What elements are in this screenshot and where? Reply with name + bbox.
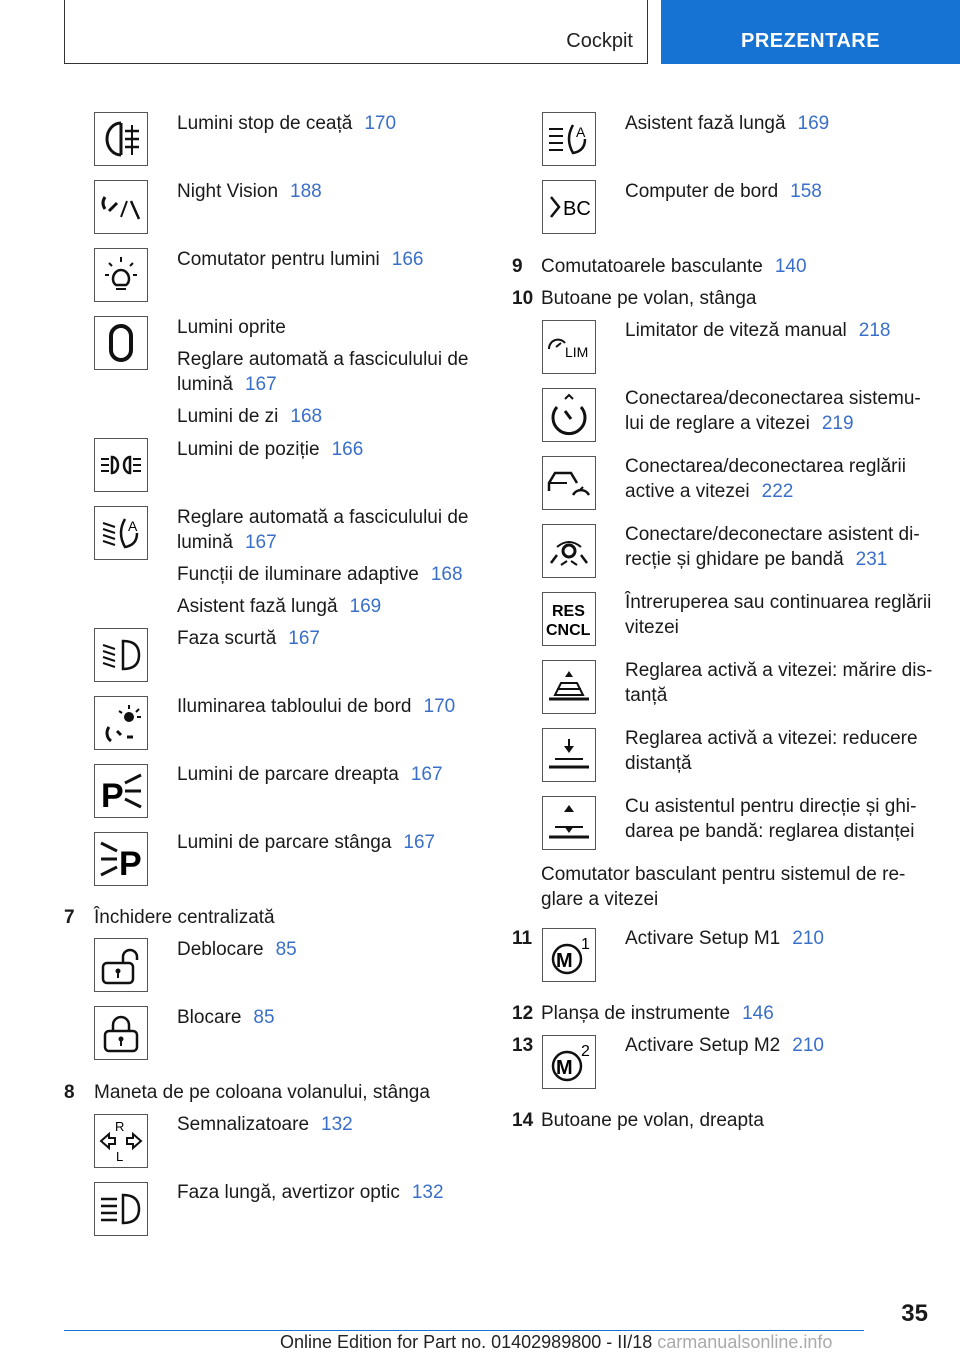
section-number-10: 10 bbox=[512, 288, 534, 309]
page-link[interactable]: 218 bbox=[858, 320, 891, 341]
item-low-beam: Faza scurtă 167 bbox=[177, 628, 320, 649]
header-section: Cockpit bbox=[566, 30, 633, 52]
page-link[interactable]: 166 bbox=[391, 249, 424, 270]
section-title-7: Închidere centralizată bbox=[94, 907, 275, 928]
item-lane-assist-1: Conectare/deconectare asistent di- bbox=[625, 524, 920, 545]
page-link[interactable]: 85 bbox=[275, 939, 297, 960]
page-link[interactable]: 168 bbox=[430, 564, 463, 585]
svg-text:L: L bbox=[116, 1149, 124, 1164]
item-light-switch: Comutator pentru lumini 166 bbox=[177, 249, 424, 270]
page-link[interactable]: 85 bbox=[253, 1007, 275, 1028]
m1-setup-icon bbox=[542, 928, 596, 982]
item-turn-signals: Semnalizatoare 132 bbox=[177, 1114, 353, 1135]
item-distance-setting-1: Cu asistentul pentru direcție și ghi- bbox=[625, 796, 917, 817]
lane-assist-icon bbox=[542, 524, 596, 578]
lights-off-icon bbox=[94, 316, 148, 370]
section-number-9: 9 bbox=[512, 256, 523, 277]
page-link[interactable]: 170 bbox=[364, 113, 397, 134]
svg-text:CNCL: CNCL bbox=[546, 622, 591, 639]
page-link[interactable]: 140 bbox=[774, 256, 807, 277]
item-auto-beam-1: Reglare automată a fasciculului de bbox=[177, 349, 469, 370]
section-title-9: Comutatoarele basculante 140 bbox=[541, 256, 807, 277]
page-number: 35 bbox=[901, 1300, 928, 1327]
item-fog-rear: Lumini stop de ceață 170 bbox=[177, 113, 397, 134]
svg-text:P: P bbox=[101, 777, 124, 815]
page-link[interactable]: 166 bbox=[331, 439, 364, 460]
item-dashboard-lighting: Iluminarea tabloului de bord 170 bbox=[177, 696, 456, 717]
parking-light-right-icon bbox=[94, 764, 148, 818]
rocker-note-1: Comutator basculant pentru sistemul de re- bbox=[541, 864, 906, 885]
item-resume-cancel-2: vitezei bbox=[625, 617, 679, 638]
page-link[interactable]: 170 bbox=[423, 696, 456, 717]
svg-text:A: A bbox=[576, 124, 586, 140]
section-title-14: Butoane pe volan, dreapta bbox=[541, 1110, 764, 1131]
section-title-10: Butoane pe volan, stânga bbox=[541, 288, 757, 309]
position-lights-icon bbox=[94, 438, 148, 492]
header-section-box bbox=[64, 0, 648, 64]
item-high-beam: Faza lungă, avertizor optic 132 bbox=[177, 1182, 444, 1203]
item-cruise-1: Conectarea/deconectarea sistemu- bbox=[625, 388, 921, 409]
page-link[interactable]: 231 bbox=[855, 549, 888, 570]
item-onboard-computer: Computer de bord 158 bbox=[625, 181, 822, 202]
item-unlock: Deblocare 85 bbox=[177, 939, 297, 960]
page-link[interactable]: 169 bbox=[797, 113, 830, 134]
item-distance-increase-1: Reglarea activă a vitezei: mărire dis- bbox=[625, 660, 933, 681]
svg-text:M: M bbox=[556, 1057, 573, 1079]
item-speed-limiter: Limitator de viteză manual 218 bbox=[625, 320, 891, 341]
active-cruise-icon bbox=[542, 456, 596, 510]
item-setup-m1: Activare Setup M1 210 bbox=[625, 928, 824, 949]
item-auto-beam-2: lumină 167 bbox=[177, 374, 277, 395]
page-link[interactable]: 167 bbox=[403, 832, 436, 853]
item-resume-cancel-1: Întreruperea sau continuarea reglării bbox=[625, 592, 932, 613]
page-link[interactable]: 132 bbox=[321, 1114, 353, 1135]
item-distance-increase-2: tanță bbox=[625, 685, 668, 706]
item-active-cruise-2: active a vitezei 222 bbox=[625, 481, 794, 502]
page-link[interactable]: 188 bbox=[290, 181, 322, 202]
distance-decrease-icon bbox=[542, 728, 596, 782]
svg-text:2: 2 bbox=[581, 1043, 590, 1060]
page-link[interactable]: 132 bbox=[411, 1182, 444, 1203]
page-link[interactable]: 222 bbox=[761, 481, 794, 502]
page-link[interactable]: 167 bbox=[244, 532, 277, 553]
item-lock: Blocare 85 bbox=[177, 1007, 275, 1028]
fog-rear-light-icon bbox=[94, 112, 148, 166]
page-link[interactable]: 167 bbox=[288, 628, 320, 649]
night-vision-icon bbox=[94, 180, 148, 234]
section-number-13: 13 bbox=[512, 1035, 534, 1056]
auto-high-beam-icon bbox=[94, 506, 148, 560]
unlock-icon bbox=[94, 938, 148, 992]
svg-text:M: M bbox=[556, 950, 573, 972]
svg-text:R: R bbox=[115, 1119, 125, 1134]
item-auto-beam-b1: Reglare automată a fasciculului de bbox=[177, 507, 469, 528]
section-title-8: Maneta de pe coloana volanului, stânga bbox=[94, 1082, 430, 1103]
item-distance-decrease-1: Reglarea activă a vitezei: reducere bbox=[625, 728, 918, 749]
svg-text:LIM: LIM bbox=[565, 344, 589, 360]
parking-light-left-icon bbox=[94, 832, 148, 886]
page-link[interactable]: 210 bbox=[792, 1035, 824, 1056]
item-distance-setting-2: darea pe bandă: reglarea distanței bbox=[625, 821, 915, 842]
page-link[interactable]: 219 bbox=[821, 413, 854, 434]
item-lane-assist-2: recție și ghidare pe bandă 231 bbox=[625, 549, 888, 570]
page-link[interactable]: 168 bbox=[290, 406, 323, 427]
svg-text:BC: BC bbox=[563, 198, 591, 220]
svg-text:A: A bbox=[128, 518, 138, 534]
section-number-11: 11 bbox=[512, 928, 533, 949]
onboard-computer-icon bbox=[542, 180, 596, 234]
section-number-14: 14 bbox=[512, 1110, 534, 1131]
watermark: carmanualsonline.info bbox=[657, 1332, 833, 1352]
light-switch-icon bbox=[94, 248, 148, 302]
item-high-beam-assist: Asistent fază lungă 169 bbox=[177, 596, 382, 617]
lock-icon bbox=[94, 1006, 148, 1060]
low-beam-icon bbox=[94, 628, 148, 682]
section-title-12: Planșa de instrumente 146 bbox=[541, 1003, 774, 1024]
page-link[interactable]: 167 bbox=[244, 374, 277, 395]
svg-text:P: P bbox=[119, 845, 142, 883]
distance-increase-icon bbox=[542, 660, 596, 714]
cruise-control-icon bbox=[542, 388, 596, 442]
rocker-note-2: glare a vitezei bbox=[541, 889, 659, 910]
footer-edition: Online Edition for Part no. 01402989800 - II/18 carmanualsonline.info bbox=[280, 1332, 833, 1352]
item-cruise-2: lui de reglare a vitezei 219 bbox=[625, 413, 854, 434]
section-number-7: 7 bbox=[64, 907, 75, 928]
item-lights-off: Lumini oprite bbox=[177, 317, 286, 338]
svg-text:1: 1 bbox=[581, 936, 590, 953]
speed-limiter-icon bbox=[542, 320, 596, 374]
item-adaptive-lights: Funcții de iluminare adaptive 168 bbox=[177, 564, 463, 585]
page-link[interactable]: 169 bbox=[349, 596, 382, 617]
item-high-beam-assist-r: Asistent fază lungă 169 bbox=[625, 113, 830, 134]
high-beam-icon bbox=[94, 1182, 148, 1236]
item-night-vision: Night Vision 188 bbox=[177, 181, 322, 202]
m2-setup-icon bbox=[542, 1035, 596, 1089]
section-number-12: 12 bbox=[512, 1003, 534, 1024]
item-position-lights: Lumini de poziție 166 bbox=[177, 439, 364, 460]
item-active-cruise-1: Conectarea/deconectarea reglării bbox=[625, 456, 906, 477]
item-setup-m2: Activare Setup M2 210 bbox=[625, 1035, 824, 1056]
page-link[interactable]: 158 bbox=[790, 181, 822, 202]
page-link[interactable]: 167 bbox=[410, 764, 443, 785]
turn-signal-icon bbox=[94, 1114, 148, 1168]
item-parking-right: Lumini de parcare dreapta 167 bbox=[177, 764, 443, 785]
high-beam-assist-icon bbox=[542, 112, 596, 166]
distance-setting-icon bbox=[542, 796, 596, 850]
item-daytime-lights: Lumini de zi 168 bbox=[177, 406, 323, 427]
header-chapter: PREZENTARE bbox=[741, 30, 881, 52]
footer-rule bbox=[64, 1330, 864, 1331]
section-number-8: 8 bbox=[64, 1082, 75, 1103]
page-link[interactable]: 146 bbox=[742, 1003, 774, 1024]
header-chapter-tab[interactable] bbox=[661, 0, 960, 64]
svg-text:RES: RES bbox=[552, 603, 585, 620]
dashboard-lighting-icon bbox=[94, 696, 148, 750]
item-parking-left: Lumini de parcare stânga 167 bbox=[177, 832, 436, 853]
item-distance-decrease-2: distanță bbox=[625, 753, 692, 774]
page-link[interactable]: 210 bbox=[792, 928, 824, 949]
item-auto-beam-b2: lumină 167 bbox=[177, 532, 277, 553]
res-cncl-icon bbox=[542, 592, 596, 646]
